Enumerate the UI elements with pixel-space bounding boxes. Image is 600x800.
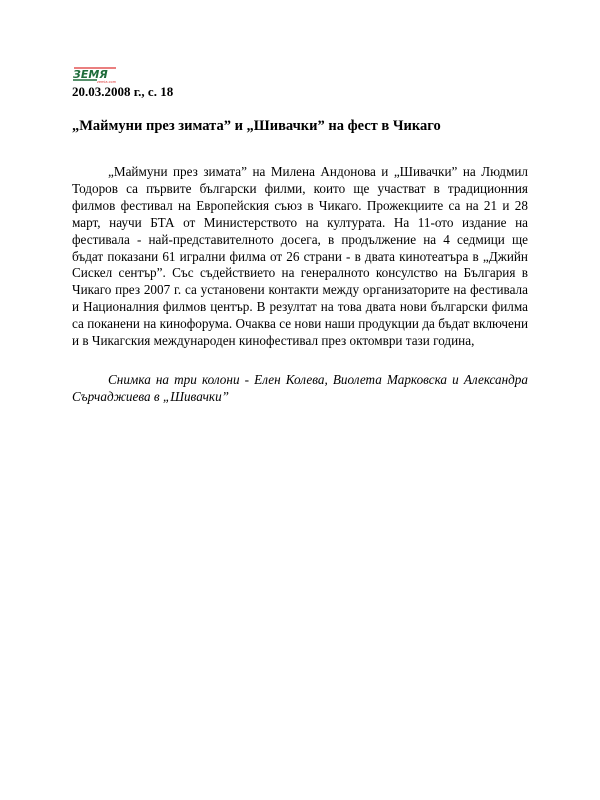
- article-headline: „Маймуни през зимата” и „Шивачки” на фест в Чикаго: [72, 118, 441, 134]
- photo-caption: Снимка на три колони - Елен Колева, Виолета Марковска и Александра Сърчаджиева в „Шивачки”: [72, 372, 528, 404]
- logo-word: ЗЕМЯ: [73, 68, 108, 81]
- article-body: „Маймуни през зимата” на Милена Андонова и „Шивачки” на Людмил Тодоров са първите български филми, които ще участват в традиционния филмов фестивал на Европейския съюз в Чикаго. Прожекциите са на 21 и 28 март, научи БТА от Министерството на културата. На 11-ото издание на фестивала - най-представителното досега, в продължение на 4 седмици ще бъдат показани 61 игрални филма от 26 страни - в двата кинотеатъра в „Джийн Сискел сентър”. Със съдействието на генералното консулство на България в Чикаго през 2007 г. са установени контакти между организаторите на фестивала и Националния филмов център. В резултат на това двата нови български филма са поканени на кинофорума. Очаква се нови наши продукции да бъдат включени и в Чикагския международен кинофестивал през октомври тази година,: [72, 164, 528, 349]
- newspaper-logo: [72, 65, 118, 85]
- zemya-logo-icon: [72, 65, 118, 85]
- publication-date: 20.03.2008 г., с. 18: [72, 84, 174, 99]
- logo-domain: zemia.com: [97, 80, 117, 84]
